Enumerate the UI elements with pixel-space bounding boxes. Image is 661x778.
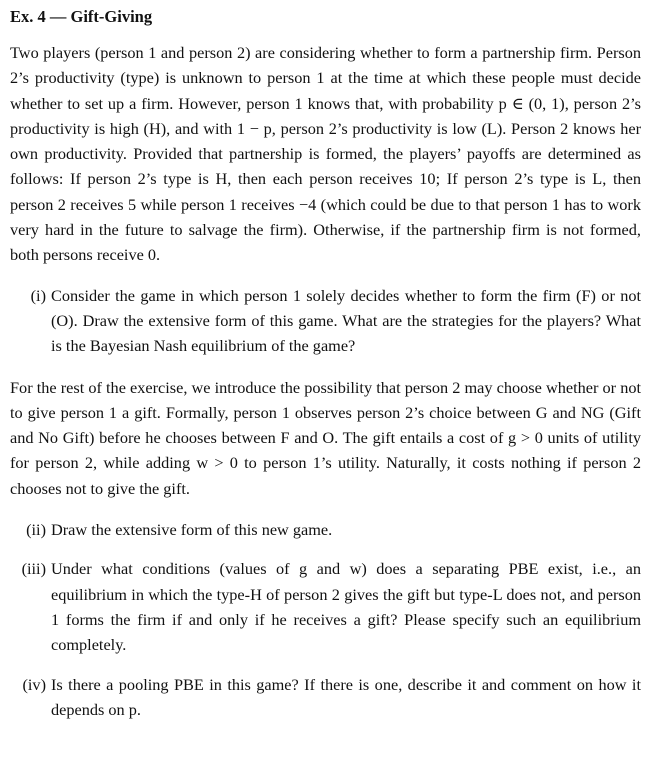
question-label: (iv): [22, 674, 46, 694]
question-line: equilibrium in which the type-H of person 2 gives the gift but type-L does not, and: [51, 584, 594, 604]
question-list-first: [10, 283, 641, 359]
question-line: how it depends on p.: [51, 674, 641, 719]
intro-line: must decide whether to set up a firm. However, person 1 knows that, with probability: [10, 68, 641, 113]
intro-line: p ∈ (0, 1), person 2’s productivity is high (H), and with 1 − p, person 2’s productivity: [10, 93, 641, 138]
question-line: Under what conditions (values of g and w) does a separating PBE exist, i.e., an: [51, 559, 641, 579]
intro-line: Person 2’s productivity (type) is unknown to person 1 at the time at which these people: [10, 43, 641, 88]
question-i: [10, 283, 641, 359]
middle-line: For the rest of the exercise, we introduce the possibility that person 2 may choose whether: [10, 377, 599, 397]
intro-line: (which could be due to that person 1 has to work very hard in the future to salvage the: [10, 194, 641, 240]
question-line: Is there a pooling PBE in this game? If there is one, describe it and comment on: [51, 674, 594, 694]
question-line: Consider the game in which person 1 solely decides whether to form the firm (F): [51, 285, 596, 305]
exercise-title: Ex. 4 — Gift-Giving: [10, 7, 153, 26]
question-line: person 1 forms the firm if and only if he receives a gift? Please specify such an: [51, 584, 641, 629]
intro-line: firm). Otherwise, if the partnership firm is not formed, both persons receive 0.: [10, 220, 641, 265]
question-line: equilibrium completely.: [51, 609, 641, 655]
middle-line: costs nothing if person 2 chooses not to give the gift.: [10, 453, 641, 498]
question-iv: [10, 672, 641, 723]
middle-line: g > 0 units of utility for person 2, while adding w > 0 to person 1’s utility. Naturally, it: [10, 428, 641, 473]
intro-line: Two players (person 1 and person 2) are considering whether to form a partnership firm.: [10, 43, 593, 62]
intro-paragraph: [10, 40, 641, 268]
question-line: players? What is the Bayesian Nash equilibrium of the game?: [51, 310, 641, 356]
intro-line: the players’ payoffs are determined as follows: If person 2’s type is H, then each person: [10, 144, 641, 189]
question-iii: [10, 556, 641, 657]
question-list-second: [10, 517, 641, 722]
middle-line: and NG (Gift and No Gift) before he chooses between F and O. The gift entails a cost of: [10, 402, 641, 448]
question-label: (iii): [21, 559, 46, 579]
question-label: (i): [30, 285, 46, 305]
question-label: (ii): [26, 520, 46, 540]
question-line: Draw the extensive form of this new game.: [51, 520, 333, 540]
question-ii: [10, 517, 641, 542]
intro-line: is low (L). Person 2 knows her own productivity. Provided that partnership is formed,: [10, 118, 641, 164]
question-line: or not (O). Draw the extensive form of this game. What are the strategies for the: [51, 285, 642, 330]
intro-line: receives 10; If person 2’s type is L, then person 2 receives 5 while person 1 receives −4: [10, 169, 641, 214]
middle-paragraph: [10, 375, 641, 501]
middle-line: or not to give person 1 a gift. Formally, person 1 observes person 2’s choice between G: [10, 377, 642, 422]
